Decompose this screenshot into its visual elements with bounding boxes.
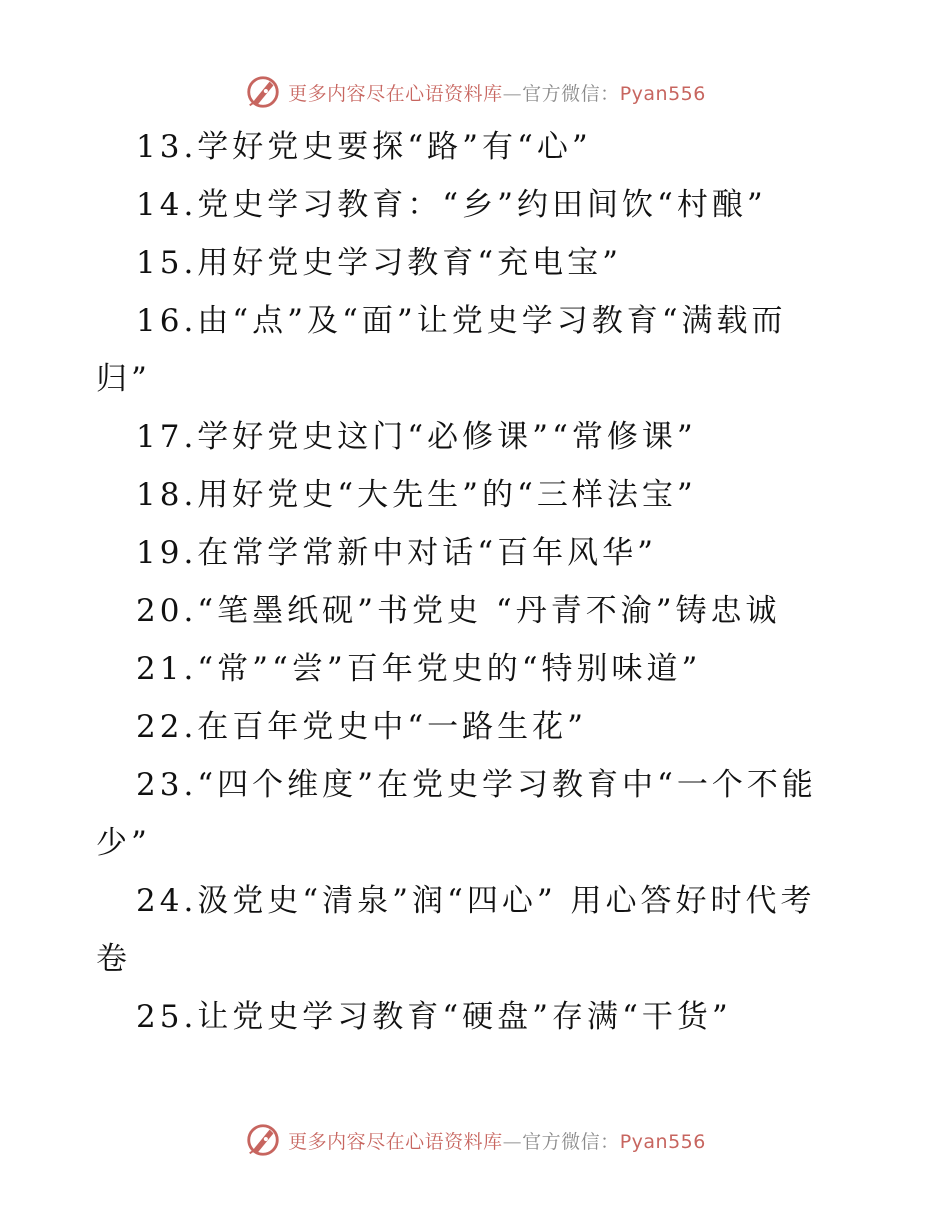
footer-watermark <box>0 1120 950 1160</box>
list-item: 18.用好党史“大先生”的“三样法宝” <box>136 477 697 513</box>
watermark-dash: — <box>502 82 523 105</box>
list-item: 22.在百年党史中“一路生花” <box>136 709 587 745</box>
document-body <box>96 118 856 1046</box>
list-item: 20.“笔墨纸砚”书党史 “丹青不渝”铸忠诚 <box>136 593 781 629</box>
list-item-continuation: 归” <box>96 361 151 397</box>
pen-nib-logo-icon <box>244 1121 282 1159</box>
list-item: 19.在常学常新中对话“百年风华” <box>136 535 657 571</box>
list-item: 16.由“点”及“面”让党史学习教育“满载而 <box>136 303 787 339</box>
list-item-continuation: 少” <box>96 825 151 861</box>
list-item: 21.“常”“尝”百年党史的“特别味道” <box>136 651 702 687</box>
pen-nib-logo-icon <box>244 73 282 111</box>
watermark-official-label: 官方微信： <box>522 82 620 105</box>
list-item: 17.学好党史这门“必修课”“常修课” <box>136 419 697 455</box>
watermark-cn-text: 更多内容尽在心语资料库 <box>288 82 503 105</box>
list-item-continuation: 卷 <box>96 941 131 977</box>
watermark-wechat-id: Pyan556 <box>619 82 706 105</box>
watermark-text <box>288 79 706 106</box>
list-item: 24.汲党史“清泉”润“四心” 用心答好时代考 <box>136 883 816 919</box>
list-item: 15.用好党史学习教育“充电宝” <box>136 245 622 281</box>
watermark-dash: — <box>502 1130 523 1153</box>
list-item: 25.让党史学习教育“硬盘”存满“干货” <box>136 999 732 1035</box>
list-item: 23.“四个维度”在党史学习教育中“一个不能 <box>136 767 817 803</box>
watermark-wechat-id: Pyan556 <box>619 1130 706 1153</box>
list-item: 13.学好党史要探“路”有“心” <box>136 129 592 165</box>
watermark-official-label: 官方微信： <box>522 1130 620 1153</box>
watermark-cn-text: 更多内容尽在心语资料库 <box>288 1130 503 1153</box>
watermark-text <box>288 1127 706 1154</box>
list-item: 14.党史学习教育：“乡”约田间饮“村酿” <box>136 187 767 223</box>
header-watermark <box>0 72 950 112</box>
